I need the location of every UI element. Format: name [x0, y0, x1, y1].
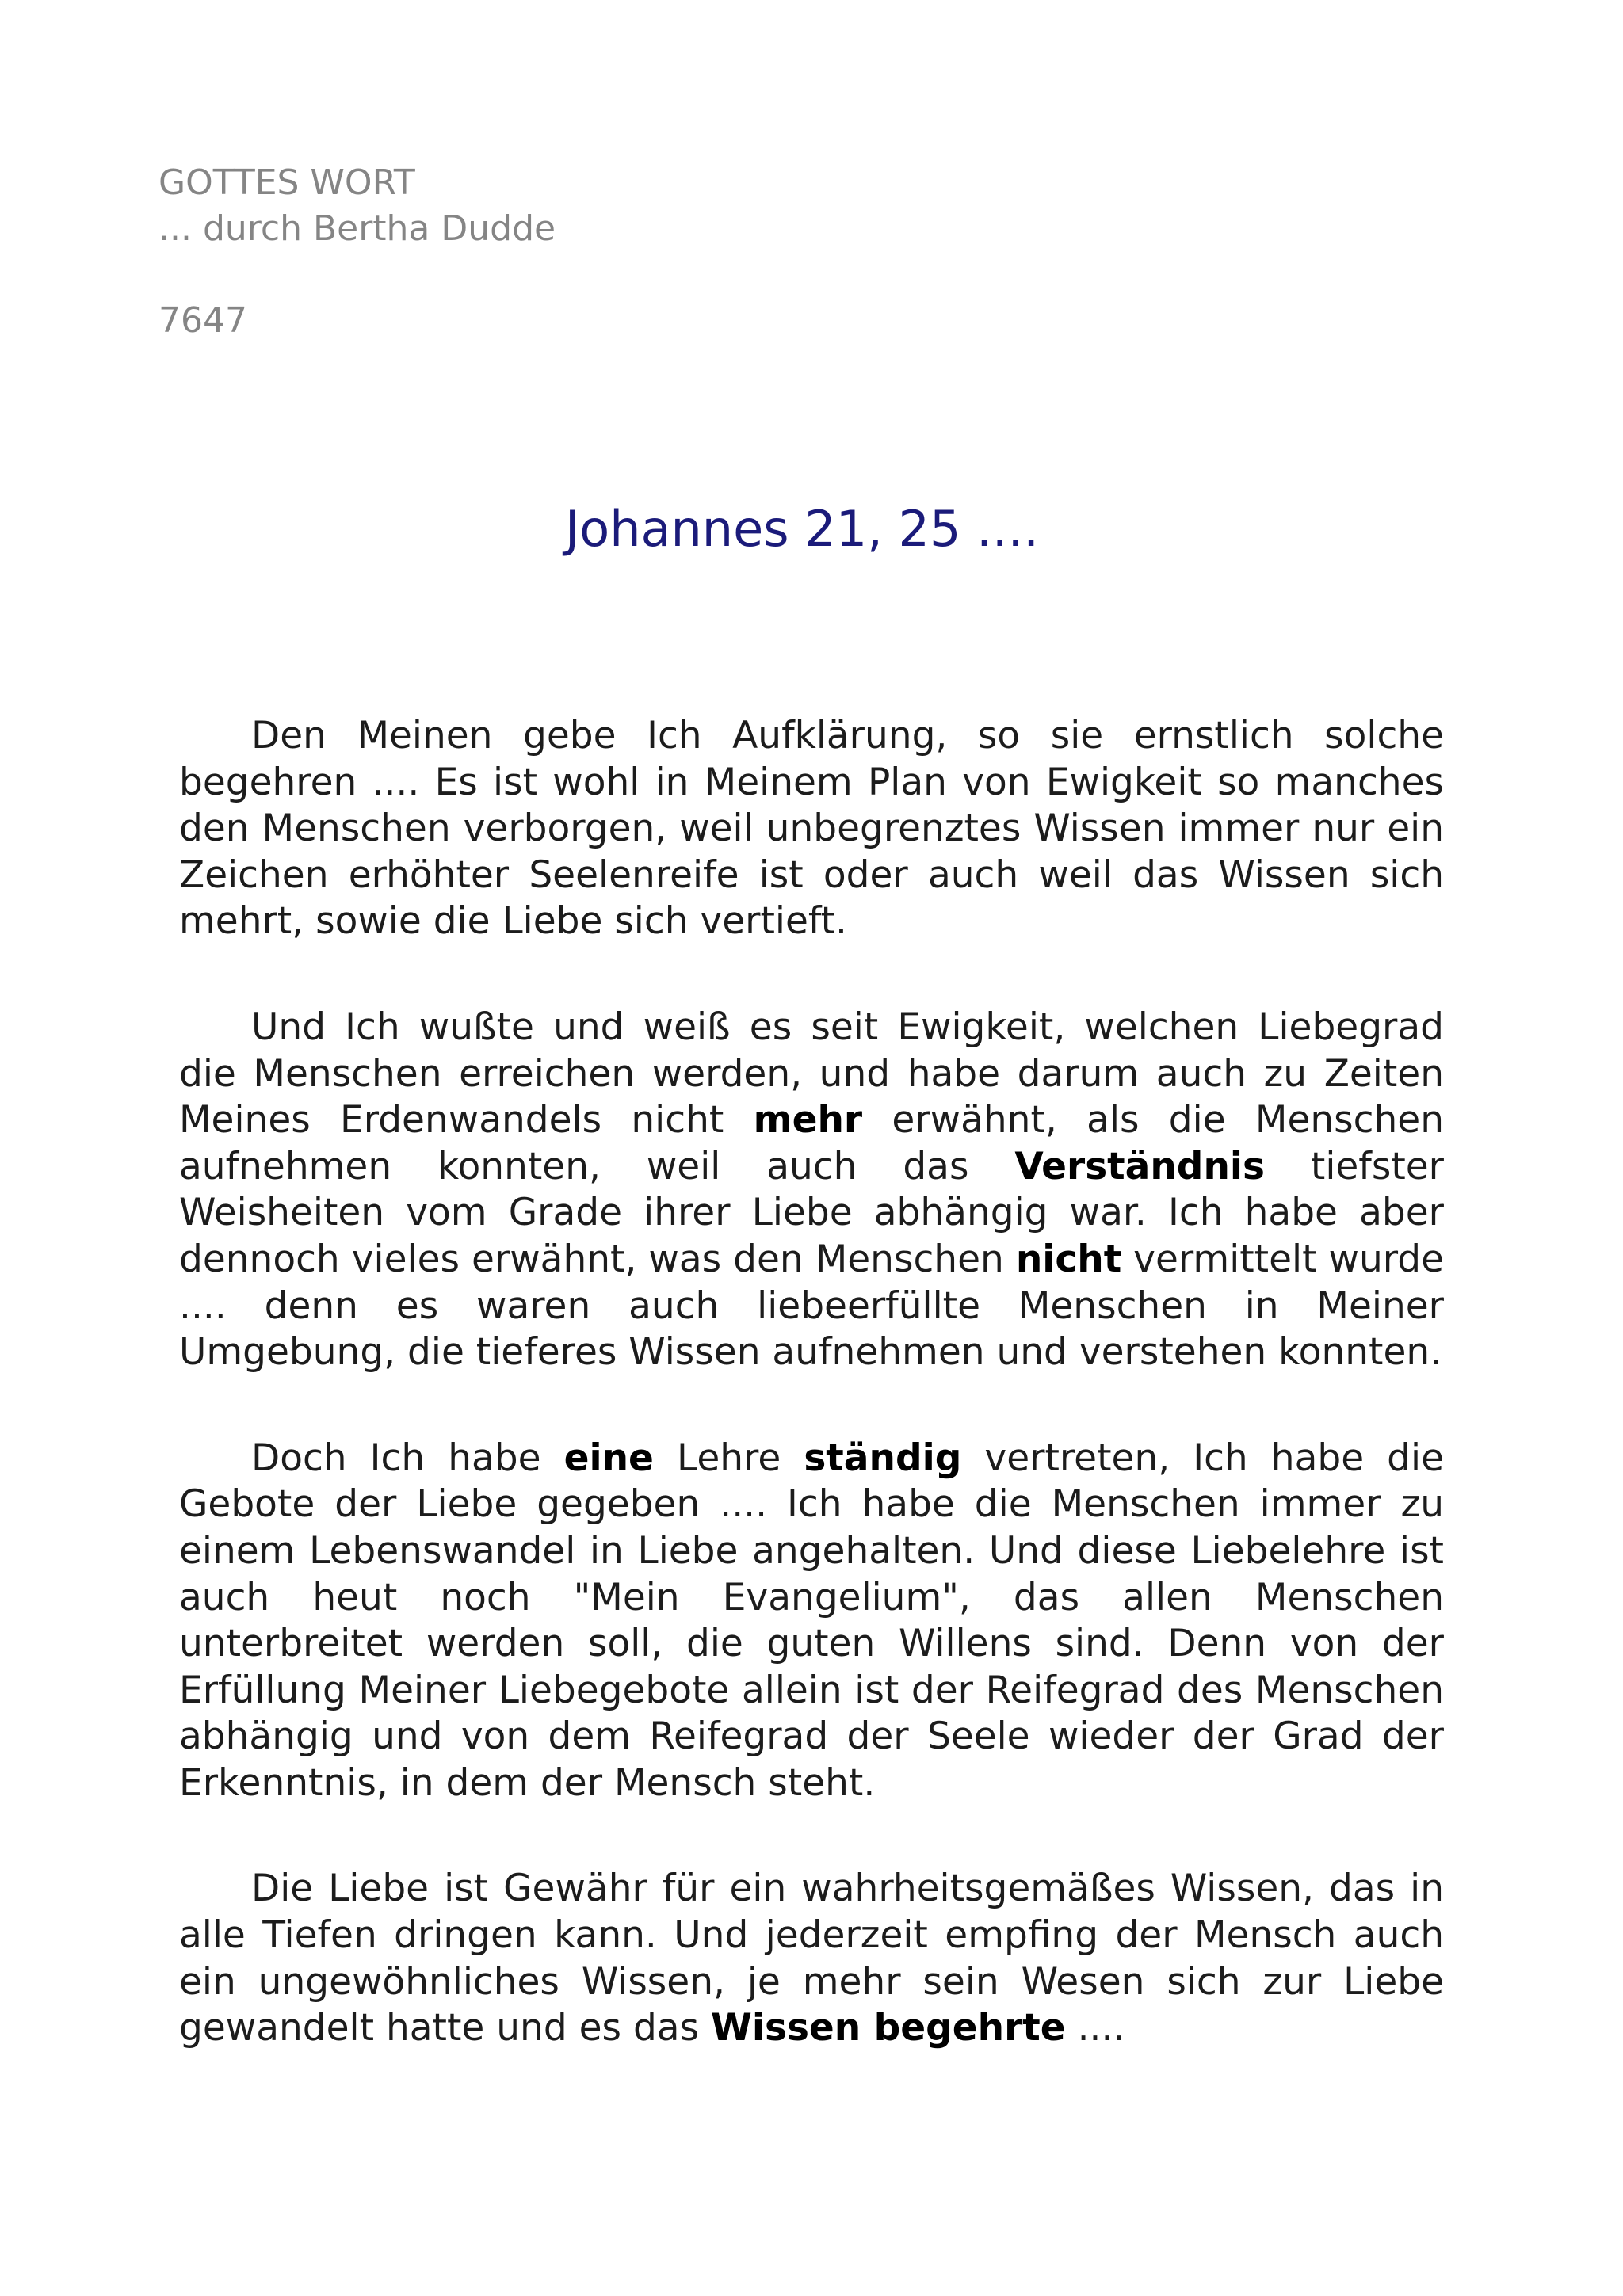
paragraph-text: vermittelt wurde .... denn es waren auch liebeerfüllte Menschen in Meiner Umgebung, die tieferes Wissen aufnehmen und verstehen konnten.	[179, 1237, 1444, 1375]
paragraph-text: Lehre	[653, 1436, 804, 1480]
paragraph-text: Und Ich wußte und weiß es seit Ewigkeit, welchen Liebegrad die Menschen erreichen werden, und habe darum auch zu Zeiten Meines Erdenwandels nicht	[179, 1005, 1444, 1142]
paragraph-text: vertreten, Ich habe die Gebote der Liebe gegeben .... Ich habe die Menschen immer zu einem Lebenswandel in Liebe angehalten. Und diese Liebelehre ist auch heut noch "Mein Evangelium", das allen Menschen unterbreitet werden soll, die guten Willens sind. Denn von der Erfüllung Meiner Liebegebote allein ist der Reifegrad des Menschen abhängig und von dem Reifegrad der Seele wieder der Grad der Erkenntnis, in dem der Mensch steht.	[179, 1436, 1444, 1805]
body-text	[179, 713, 1444, 2111]
paragraph-text: Die Liebe ist Gewähr für ein wahrheitsgemäßes Wissen, das in alle Tiefen dringen kann. Und jederzeit empfing der Mensch auch ein ungewöhnliches Wissen, je mehr sein Wesen sich zur Liebe gewandelt hatte und es das	[179, 1867, 1444, 2050]
paragraph-3	[179, 1436, 1444, 1807]
emphasis-text: ständig	[804, 1436, 962, 1480]
paragraph-4	[179, 1866, 1444, 2051]
emphasis-text: Verständnis	[1014, 1144, 1265, 1188]
author-label: ... durch Bertha Dudde	[158, 208, 556, 249]
paragraph-text: Doch Ich habe	[251, 1436, 564, 1480]
emphasis-text: mehr	[753, 1098, 863, 1142]
emphasis-text: nicht	[1015, 1237, 1122, 1281]
paragraph-text: erwähnt, als die Menschen aufnehmen konnten, weil auch das	[179, 1098, 1444, 1188]
paragraph-text: ....	[1065, 2006, 1125, 2050]
paragraph-text: tiefster Weisheiten vom Grade ihrer Liebe abhängig war. Ich habe aber dennoch vieles erwähnt, was den Menschen	[179, 1144, 1444, 1281]
emphasis-text: eine	[563, 1436, 654, 1480]
paragraph-text: Den Meinen gebe Ich Aufklärung, so sie ernstlich solche begehren .... Es ist wohl in Meinem Plan von Ewigkeit so manches den Menschen verborgen, weil unbegrenztes Wissen immer nur ein Zeichen erhöhter Seelenreife ist oder auch weil das Wissen sich mehrt, sowie die Liebe sich vertieft.	[179, 714, 1444, 944]
paragraph-1	[179, 713, 1444, 945]
document-number: 7647	[158, 300, 247, 341]
emphasis-text: Wissen begehrte	[711, 2006, 1066, 2050]
source-label: GOTTES WORT	[158, 162, 415, 203]
document-header	[158, 160, 556, 344]
paragraph-2	[179, 1005, 1444, 1376]
page-title: Johannes 21, 25 ....	[565, 500, 1039, 558]
